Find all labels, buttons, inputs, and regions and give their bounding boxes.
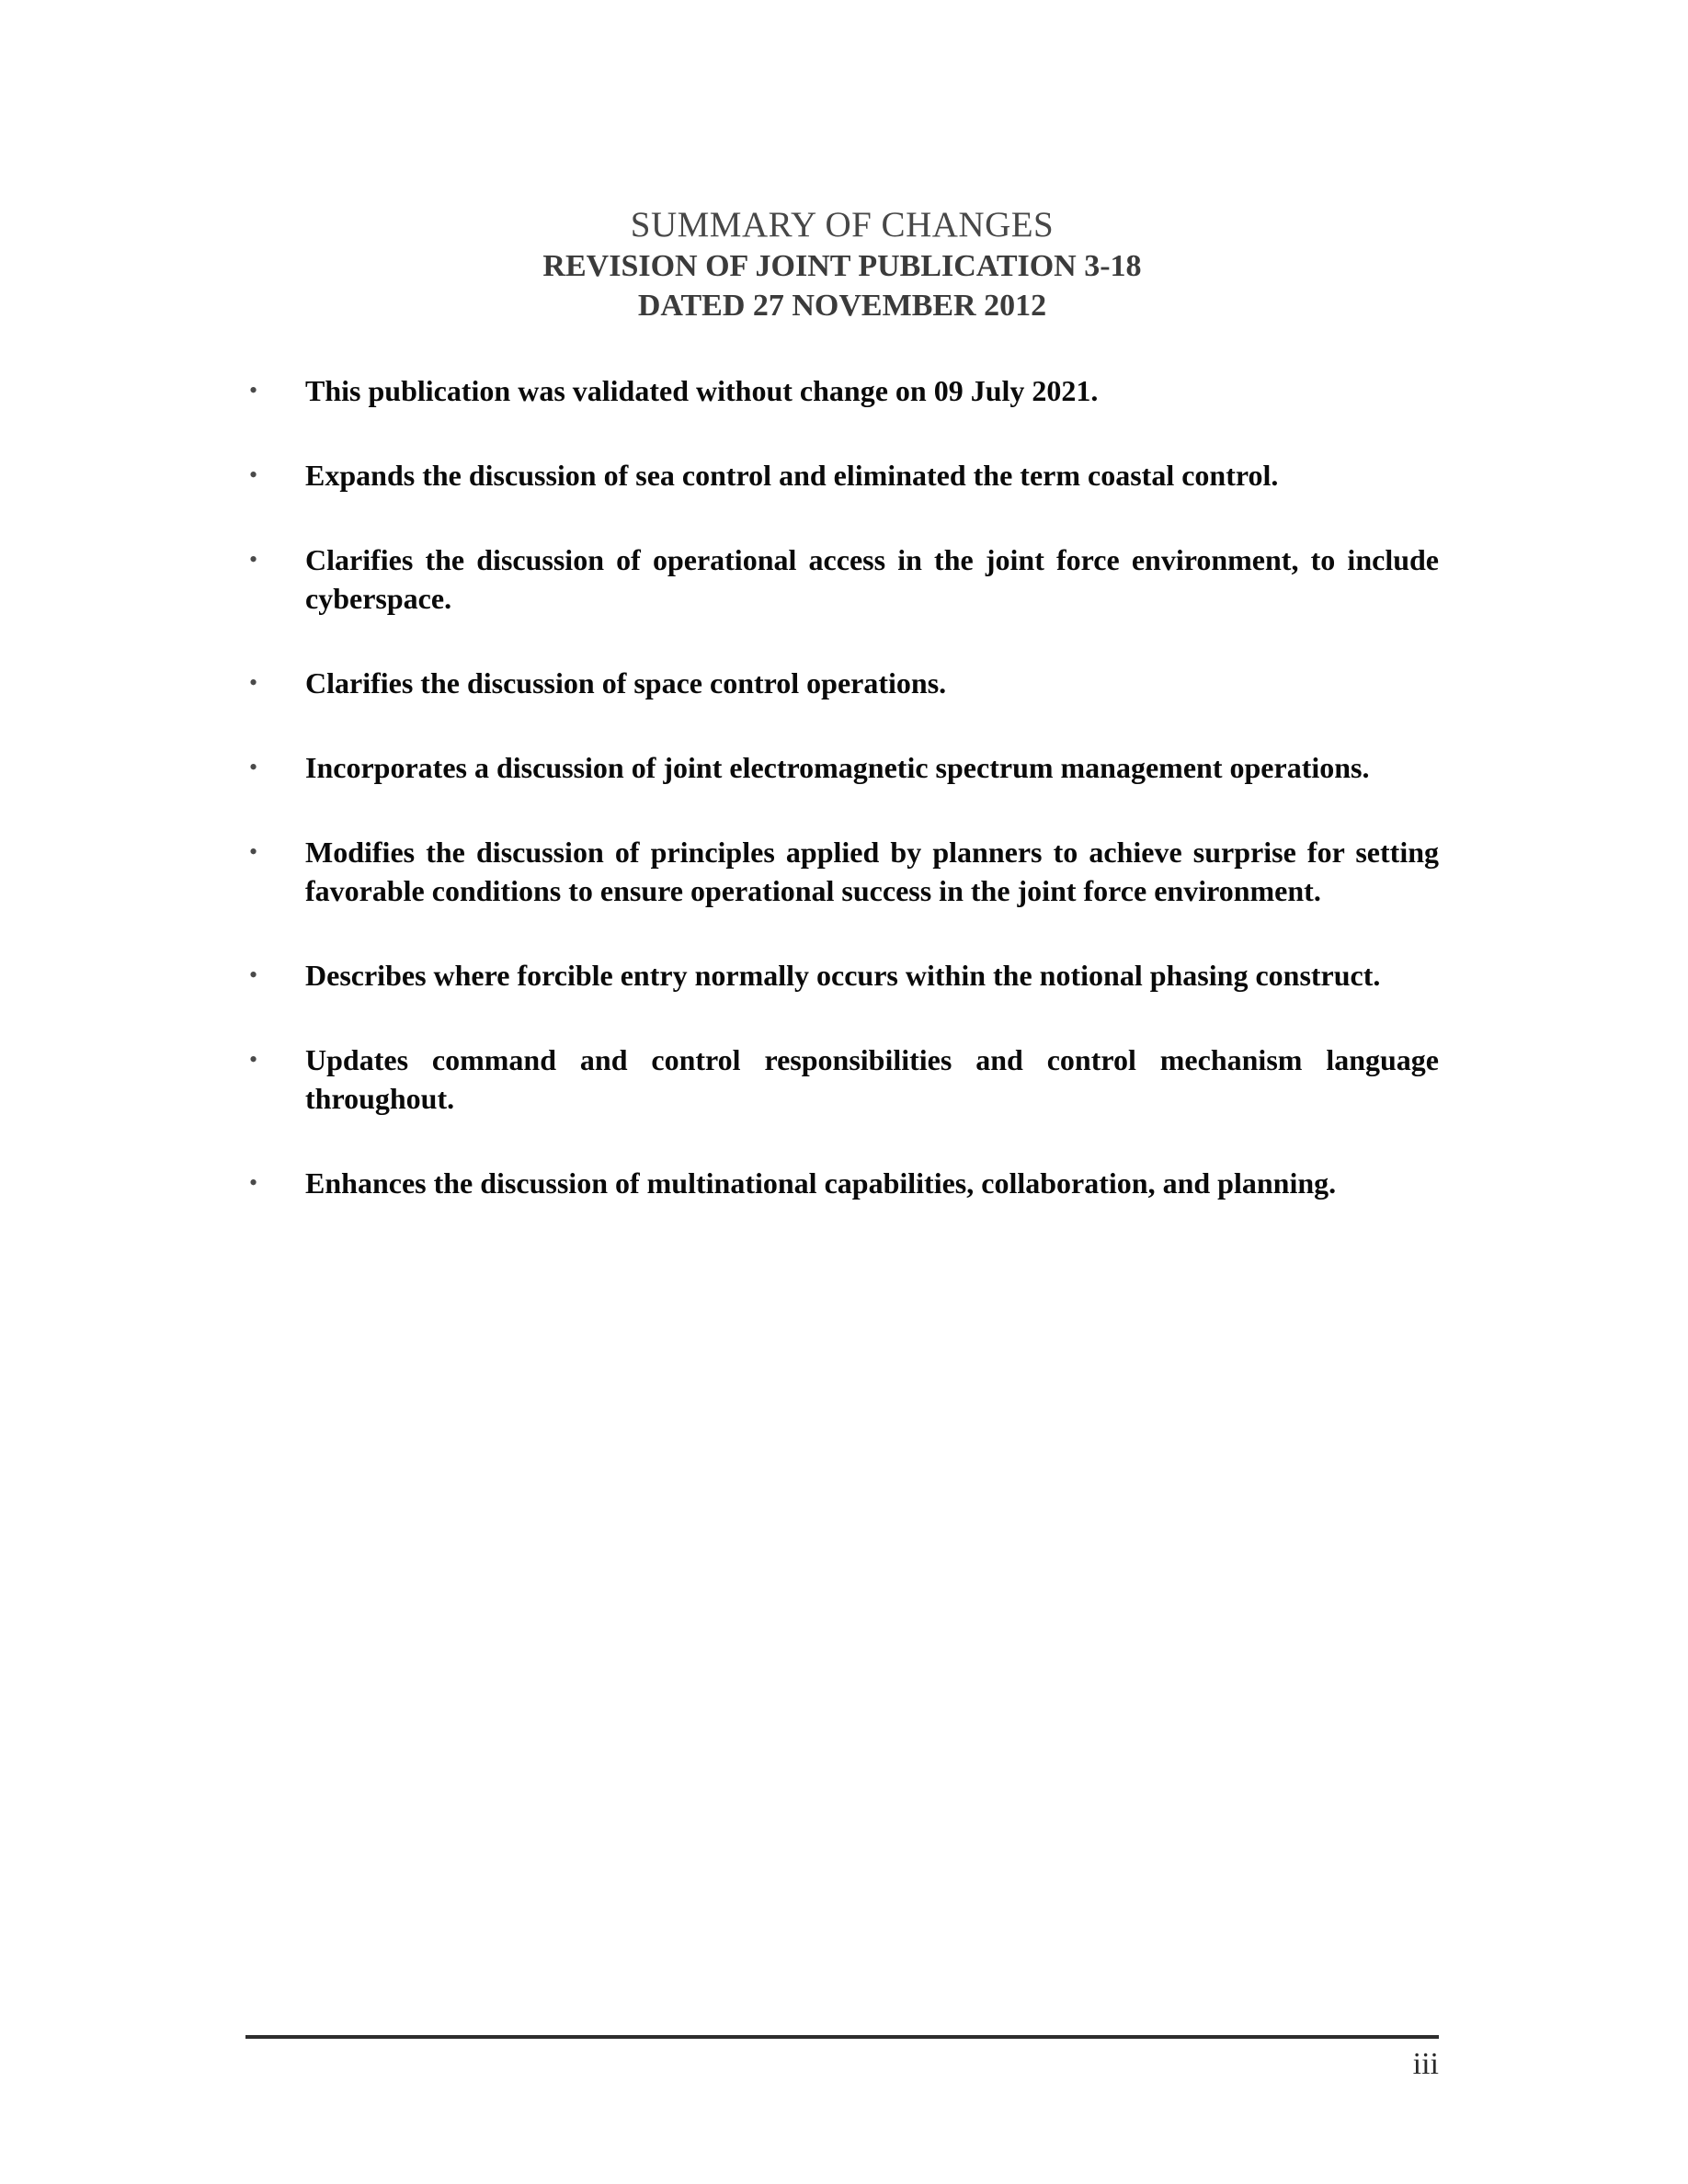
bullet-item-sea-control bbox=[245, 456, 1439, 495]
bullet-item-multinational bbox=[245, 1164, 1439, 1202]
bullet-icon: • bbox=[249, 838, 258, 865]
bullet-text: Clarifies the discussion of space control operations. bbox=[305, 666, 947, 700]
bullet-item-validated bbox=[245, 371, 1439, 410]
bullet-text: Incorporates a discussion of joint electromagnetic spectrum management operations. bbox=[305, 751, 1370, 784]
bullet-text: Enhances the discussion of multinational capabilities, collaboration, and planning. bbox=[305, 1166, 1337, 1200]
summary-bullet-list bbox=[245, 371, 1439, 1202]
bullet-icon: • bbox=[249, 546, 258, 573]
title-line-dated: DATED 27 NOVEMBER 2012 bbox=[637, 289, 1047, 323]
bullet-item-electromagnetic-spectrum bbox=[245, 748, 1439, 787]
bullet-item-operational-access bbox=[245, 540, 1439, 618]
bullet-icon: • bbox=[249, 1046, 258, 1073]
bullet-icon: • bbox=[249, 377, 258, 404]
bullet-icon: • bbox=[249, 669, 258, 696]
page-number: iii bbox=[1412, 2047, 1439, 2081]
bullet-item-forcible-entry bbox=[245, 956, 1439, 995]
bullet-text: This publication was validated without change on 09 July 2021. bbox=[305, 374, 1099, 407]
bullet-icon: • bbox=[249, 961, 258, 988]
title-line-revision: REVISION OF JOINT PUBLICATION 3-18 bbox=[542, 249, 1142, 283]
document-title bbox=[245, 204, 1439, 325]
bullet-text: Expands the discussion of sea control and eliminated the term coastal control. bbox=[305, 459, 1279, 492]
footer-divider bbox=[245, 2035, 1439, 2039]
page-content bbox=[245, 204, 1439, 1248]
title-line-summary-of-changes: SUMMARY OF CHANGES bbox=[630, 205, 1055, 245]
bullet-text: Clarifies the discussion of operational access in the joint force environment, to include cyberspace. bbox=[305, 543, 1439, 615]
bullet-item-principles-surprise bbox=[245, 833, 1439, 910]
bullet-text: Updates command and control responsibilities and control mechanism language throughout. bbox=[305, 1043, 1439, 1115]
bullet-item-command-control bbox=[245, 1041, 1439, 1118]
bullet-item-space-control bbox=[245, 664, 1439, 702]
bullet-text: Describes where forcible entry normally occurs within the notional phasing construct. bbox=[305, 959, 1381, 992]
bullet-icon: • bbox=[249, 1169, 258, 1196]
bullet-icon: • bbox=[249, 754, 258, 780]
bullet-text: Modifies the discussion of principles applied by planners to achieve surprise for setting favorable conditions to ensure operational success in the joint force environment. bbox=[305, 836, 1439, 907]
bullet-icon: • bbox=[249, 461, 258, 488]
